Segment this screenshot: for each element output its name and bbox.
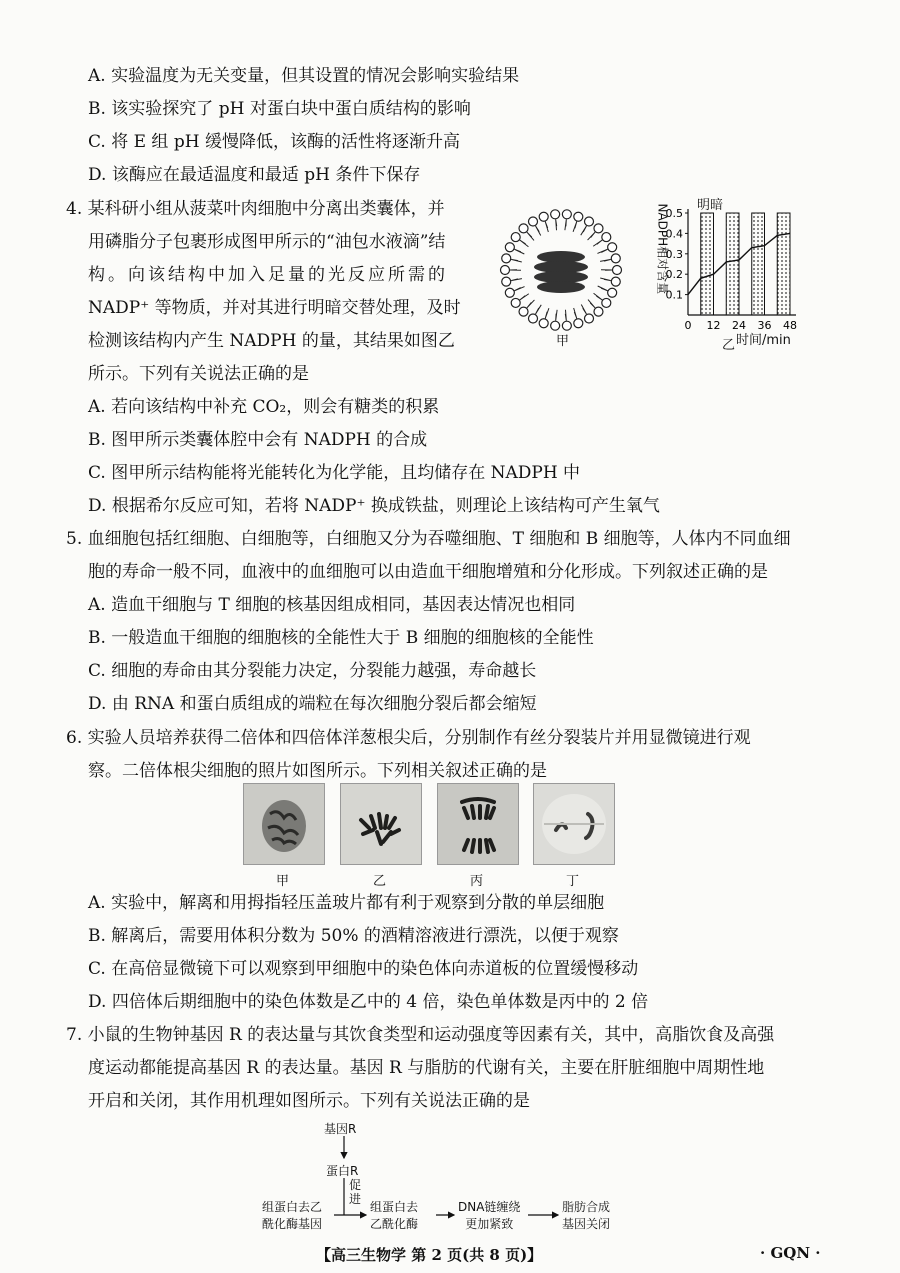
lipid-head — [519, 307, 528, 316]
lipid-head — [608, 243, 617, 252]
lipid-tail — [536, 305, 542, 314]
lipid-tail — [556, 219, 557, 230]
q5-option-d: D. 由 RNA 和蛋白质组成的端粒在每次细胞分裂后都会缩短 — [88, 694, 537, 714]
q4-stem-line: 4. 某科研小组从菠菜叶肉细胞中分离出类囊体，并 — [66, 199, 445, 219]
lipid-tail — [574, 308, 577, 319]
diagram-promote: 促 — [349, 1178, 362, 1192]
micrograph-label: 甲 — [276, 874, 290, 889]
micrograph-c — [437, 783, 519, 865]
q3-option-b: B. 该实验探究了 pH 对蛋白块中蛋白质结构的影响 — [88, 99, 471, 119]
q3-option-a: A. 实验温度为无关变量，但其设置的情况会影响实验结果 — [88, 66, 520, 86]
q4-stem-line: 用磷脂分子包裹形成图甲所示的“油包水液滴”结 — [88, 232, 446, 252]
diagram-box4: 脂肪合成 基因关闭 — [562, 1200, 611, 1231]
micrograph-label: 丙 — [470, 874, 484, 889]
lipid-tail — [536, 226, 541, 236]
q7-stem-line: 度运动都能提高基因 R 的表达量。基因 R 与脂肪的代谢有关，主要在肝脏细胞中周期性地 — [88, 1058, 765, 1078]
x-tick-label: 48 — [783, 319, 797, 332]
q5-stem-line: 5. 血细胞包括红细胞、白细胞等，白细胞又分为吞噬细胞、T 细胞和 B 细胞等，人体内不同血细 — [66, 529, 791, 549]
lipid-head — [511, 233, 520, 242]
y-tick-label: 0.2 — [665, 268, 683, 282]
lipid-tail — [581, 226, 587, 235]
lipid-tail — [511, 279, 522, 281]
lipid-head — [562, 210, 571, 219]
q6-option-c: C. 在高倍显微镜下可以观察到甲细胞中的染色体向赤道板的位置缓慢移动 — [88, 959, 639, 979]
lipid-tail — [514, 249, 524, 254]
page-footer: 【高三生物学 第 2 页(共 8 页)】 — [316, 1246, 543, 1264]
lipid-head — [511, 298, 520, 307]
y-tick-label: 0.5 — [665, 207, 683, 220]
q4-option-b: B. 图甲所示类囊体腔中会有 NADPH 的合成 — [88, 430, 428, 450]
q7-stem-line: 开启和关闭，其作用机理如图所示。下列有关说法正确的是 — [88, 1091, 530, 1111]
diagram-box2: 组蛋白去 乙酰化酶 — [370, 1200, 419, 1231]
lipid-head — [585, 217, 594, 226]
lipid-head — [529, 314, 538, 323]
lipid-head — [611, 254, 620, 263]
q4-stem-line: NADP⁺ 等物质，并对其进行明暗交替处理，及时 — [88, 298, 461, 318]
lipid-head — [594, 224, 603, 233]
q5-option-b: B. 一般造血干细胞的细胞核的全能性大于 B 细胞的细胞核的全能性 — [88, 628, 594, 648]
micrograph-a — [243, 783, 325, 865]
lipid-head — [502, 277, 511, 286]
lipid-head — [539, 212, 548, 221]
lipid-head — [505, 288, 514, 297]
x-tick-label: 0 — [684, 319, 692, 332]
lipid-tail — [597, 249, 607, 253]
dark-interval-bar — [726, 213, 739, 315]
lipid-head — [562, 321, 571, 330]
diagram-box1: 组蛋白去乙 酰化酶基因 — [262, 1200, 323, 1231]
q6-option-a: A. 实验中，解离和用拇指轻压盖玻片都有利于观察到分散的单层细胞 — [88, 893, 605, 913]
q4-stem-line: 构。向该结构中加入足量的光反应所需的 — [88, 265, 448, 285]
y-tick-label: 0.1 — [665, 288, 683, 302]
lipid-tail — [588, 232, 596, 240]
q4-option-a: A. 若向该结构中补充 CO₂，则会有糖类的积累 — [88, 397, 440, 417]
figure-b-label: 乙 — [722, 338, 736, 353]
q4-option-d: D. 根据希尔反应可知，若将 NADP⁺ 换成铁盐，则理论上该结构可产生氧气 — [88, 496, 660, 516]
lipid-tail — [527, 232, 534, 240]
chart-ylabel: NADPH相对含量 — [655, 203, 670, 295]
thylakoid-stack — [534, 251, 588, 293]
lipid-tail — [510, 270, 521, 271]
figure-a-label: 甲 — [556, 334, 570, 349]
lipid-tail — [545, 308, 549, 318]
lipid-head — [594, 307, 603, 316]
q4-stem-line: 所示。下列有关说法正确的是 — [88, 364, 309, 384]
lipid-head — [585, 314, 594, 323]
dark-interval-bar — [752, 213, 765, 315]
lipid-tail — [565, 219, 566, 230]
lipid-tail — [520, 294, 529, 300]
lipid-tail — [598, 286, 608, 291]
lipid-tail — [545, 221, 548, 232]
q4-option-c: C. 图甲所示结构能将光能转化为化学能，且均储存在 NADPH 中 — [88, 463, 581, 483]
lipid-tail — [600, 278, 611, 281]
dark-interval-bar — [777, 213, 790, 315]
dark-interval-bar — [701, 213, 714, 315]
y-tick-label: 0.3 — [665, 247, 683, 261]
lipid-head — [502, 254, 511, 263]
micrograph-d — [533, 783, 615, 865]
lipid-head — [505, 243, 514, 252]
lipid-head — [611, 277, 620, 286]
lipid-tail — [600, 259, 611, 261]
q3-option-d: D. 该酶应在最适温度和最适 pH 条件下保存 — [88, 165, 421, 185]
lipid-tail — [565, 310, 566, 321]
lipid-tail — [527, 300, 535, 308]
q6-option-b: B. 解离后，需要用体积分数为 50% 的酒精溶液进行漂洗，以便于观察 — [88, 926, 619, 946]
lipid-head — [613, 266, 622, 275]
lipid-tail — [594, 293, 603, 300]
diagram-protein-r: 蛋白R — [326, 1164, 359, 1178]
lipid-head — [551, 321, 560, 330]
diagram-arrows — [250, 1120, 650, 1240]
lipid-tail — [581, 305, 586, 315]
x-tick-label: 24 — [732, 319, 746, 332]
lipid-tail — [588, 300, 595, 308]
q6-stem-line: 6. 实验人员培养获得二倍体和四倍体洋葱根尖后，分别制作有丝分裂装片并用显微镜进行观 — [66, 728, 751, 748]
lipid-tail — [511, 259, 522, 262]
q5-option-c: C. 细胞的寿命由其分裂能力决定，分裂能力越强，寿命越长 — [88, 661, 537, 681]
q5-stem-line: 胞的寿命一般不同，血液中的血细胞可以由造血干细胞增殖和分化形成。下列叙述正确的是 — [88, 562, 768, 582]
chart-top-label: 明暗 — [697, 198, 724, 213]
lipid-tail — [520, 240, 529, 247]
lipid-head — [501, 266, 510, 275]
x-tick-label: 12 — [706, 319, 721, 332]
lipid-tail — [573, 221, 577, 231]
lipid-tail — [514, 287, 524, 291]
lipid-head — [608, 288, 617, 297]
q7-stem-line: 7. 小鼠的生物钟基因 R 的表达量与其饮食类型和运动强度等因素有关，其中，高脂饮食及高强 — [66, 1025, 775, 1045]
page-code: · GQN · — [760, 1244, 821, 1262]
lipid-head — [574, 319, 583, 328]
chart-xlabel: 时间/min — [736, 333, 791, 348]
lipid-tail — [556, 310, 557, 321]
lipid-head — [529, 217, 538, 226]
q6-option-d: D. 四倍体后期细胞中的染色体数是乙中的 4 倍，染色单体数是丙中的 2 倍 — [88, 992, 649, 1012]
lipid-head — [574, 212, 583, 221]
micrograph-label: 丁 — [566, 874, 580, 889]
lipid-head — [602, 233, 611, 242]
micrograph-label: 乙 — [373, 874, 387, 889]
lipid-head — [519, 224, 528, 233]
micrograph-b — [340, 783, 422, 865]
diagram-promote: 进 — [349, 1192, 362, 1206]
q5-option-a: A. 造血干细胞与 T 细胞的核基因组成相同，基因表达情况也相同 — [88, 595, 576, 615]
q4-stem-line: 检测该结构内产生 NADPH 的量，其结果如图乙 — [88, 331, 455, 351]
lipid-tail — [593, 240, 602, 246]
lipid-head — [602, 298, 611, 307]
diagram-gene-r: 基因R — [324, 1122, 357, 1136]
lipid-head — [539, 319, 548, 328]
y-tick-label: 0.4 — [665, 227, 683, 241]
lipid-tail — [601, 270, 612, 271]
q6-stem-line: 察。二倍体根尖细胞的照片如图所示。下列相关叙述正确的是 — [88, 761, 547, 781]
diagram-box3: DNA链缠绕 更加紧致 — [458, 1200, 521, 1231]
lipid-head — [551, 210, 560, 219]
q3-option-c: C. 将 E 组 pH 缓慢降低，该酶的活性将逐渐升高 — [88, 132, 460, 152]
figure-droplet — [496, 205, 626, 335]
x-tick-label: 36 — [757, 319, 772, 332]
